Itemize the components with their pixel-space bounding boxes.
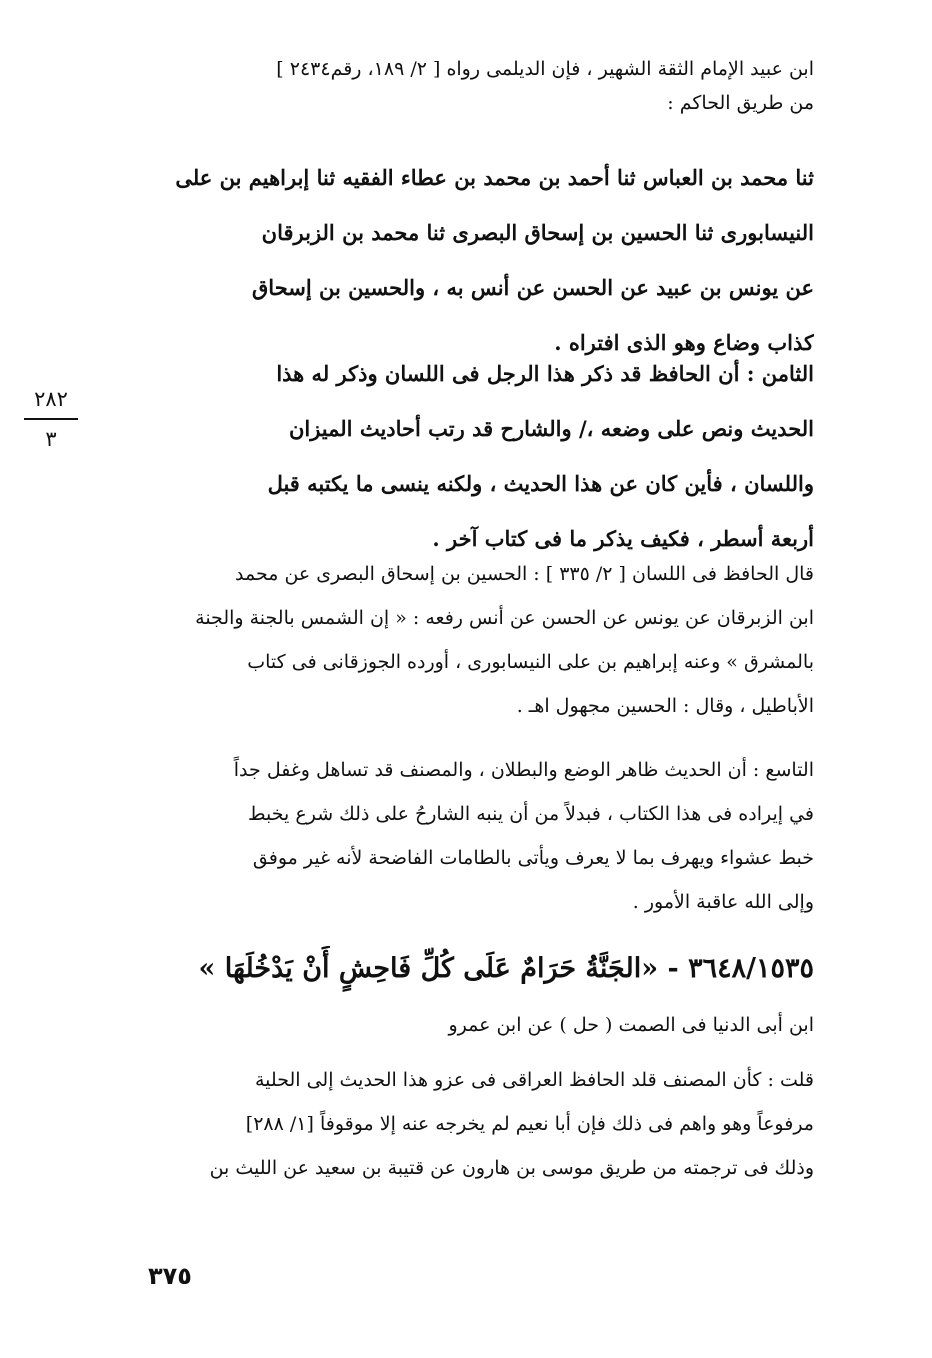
text-line: بالمشرق » وعنه إبراهيم بن على النيسابورى ، أورده الجوزقانى فى كتاب (247, 651, 814, 673)
text-line: الحديث ونص على وضعه ،/ والشارح قد رتب أحاديث الميزان (288, 416, 814, 441)
text-line: قال الحافظ فى اللسان [ ٢/ ٣٣٥ ] : الحسين بن إسحاق البصرى عن محمد (235, 563, 814, 585)
text-line: أربعة أسطر ، فكيف يذكر ما فى كتاب آخر . (432, 526, 814, 551)
hadith-text: «الجَنَّةُ حَرَامٌ عَلَى كُلِّ فَاحِشٍ أَنْ يَدْخُلَهَا » (198, 953, 659, 984)
hadith-source (114, 1008, 814, 1042)
text-line: ثنا محمد بن العباس ثنا أحمد بن محمد بن عطاء الفقيه ثنا إبراهيم بن على (175, 165, 814, 190)
margin-divider (24, 418, 78, 420)
text-line: الأباطيل ، وقال : الحسين مجهول اهـ . (516, 695, 814, 717)
text-line: عن يونس بن عبيد عن الحسن عن أنس به ، والحسين بن إسحاق (252, 275, 814, 300)
text-line: من طريق الحاكم : (667, 92, 814, 114)
hadith-line (114, 946, 814, 992)
text-line: واللسان ، فأين كان عن هذا الحديث ، ولكنه ينسى ما يكتبه قبل (267, 471, 814, 496)
text-line: قلت : كأن المصنف قلد الحافظ العراقى فى عزو هذا الحديث إلى الحلية (254, 1069, 814, 1091)
margin-note-top: ٢٨٢ (34, 387, 68, 411)
paragraph-hafiz-quote (114, 552, 814, 728)
text-line: ابن عبيد الإمام الثقة الشهير ، فإن الديلمى رواه [ ٢/ ١٨٩، رقم٢٤٣٤ ] (276, 58, 814, 80)
text-line: كذاب وضاع وهو الذى افتراه . (554, 330, 814, 355)
hadith-number: ٣٦٤٨/١٥٣٥ - (667, 953, 814, 984)
text-line: الثامن : أن الحافظ قد ذكر هذا الرجل فى اللسان وذكر له هذا (276, 361, 814, 386)
text-line: خبط عشواء ويهرف بما لا يعرف ويأتى بالطامات الفاضحة لأنه غير موفق (252, 847, 814, 869)
text-line: التاسع : أن الحديث ظاهر الوضع والبطلان ، والمصنف قد تساهل وغفل جداً (233, 759, 814, 781)
paragraph-comment (114, 1058, 814, 1190)
paragraph-eighth (114, 346, 814, 566)
margin-note-bottom: ٣ (45, 427, 57, 451)
text-line: ابن الزبرقان عن يونس عن الحسن عن أنس رفعه : « إن الشمس بالجنة والجنة (195, 607, 814, 629)
paragraph-ninth (114, 748, 814, 924)
margin-note (18, 386, 84, 452)
page-number: ٣٧٥ (148, 1262, 192, 1290)
text-line: وإلى الله عاقبة الأمور . (632, 891, 814, 913)
text-line: مرفوعاً وهو واهم فى ذلك فإن أبا نعيم لم يخرجه عنه إلا موقوفاً [١/ ٢٨٨] (245, 1113, 814, 1135)
text-line: النيسابورى ثنا الحسين بن إسحاق البصرى ثنا محمد بن الزبرقان (261, 220, 814, 245)
text-line: ابن أبى الدنيا فى الصمت ( حل ) عن ابن عمرو (448, 1014, 814, 1036)
text-line: في إيراده فى هذا الكتاب ، فبدلاً من أن ينبه الشارحُ على ذلك شرع يخبط (248, 803, 814, 825)
paragraph-intro (114, 52, 814, 120)
text-line: وذلك فى ترجمته من طريق موسى بن هارون عن قتيبة بن سعيد عن الليث بن (209, 1157, 814, 1179)
paragraph-isnad (114, 150, 814, 370)
hadith-heading (114, 946, 814, 992)
